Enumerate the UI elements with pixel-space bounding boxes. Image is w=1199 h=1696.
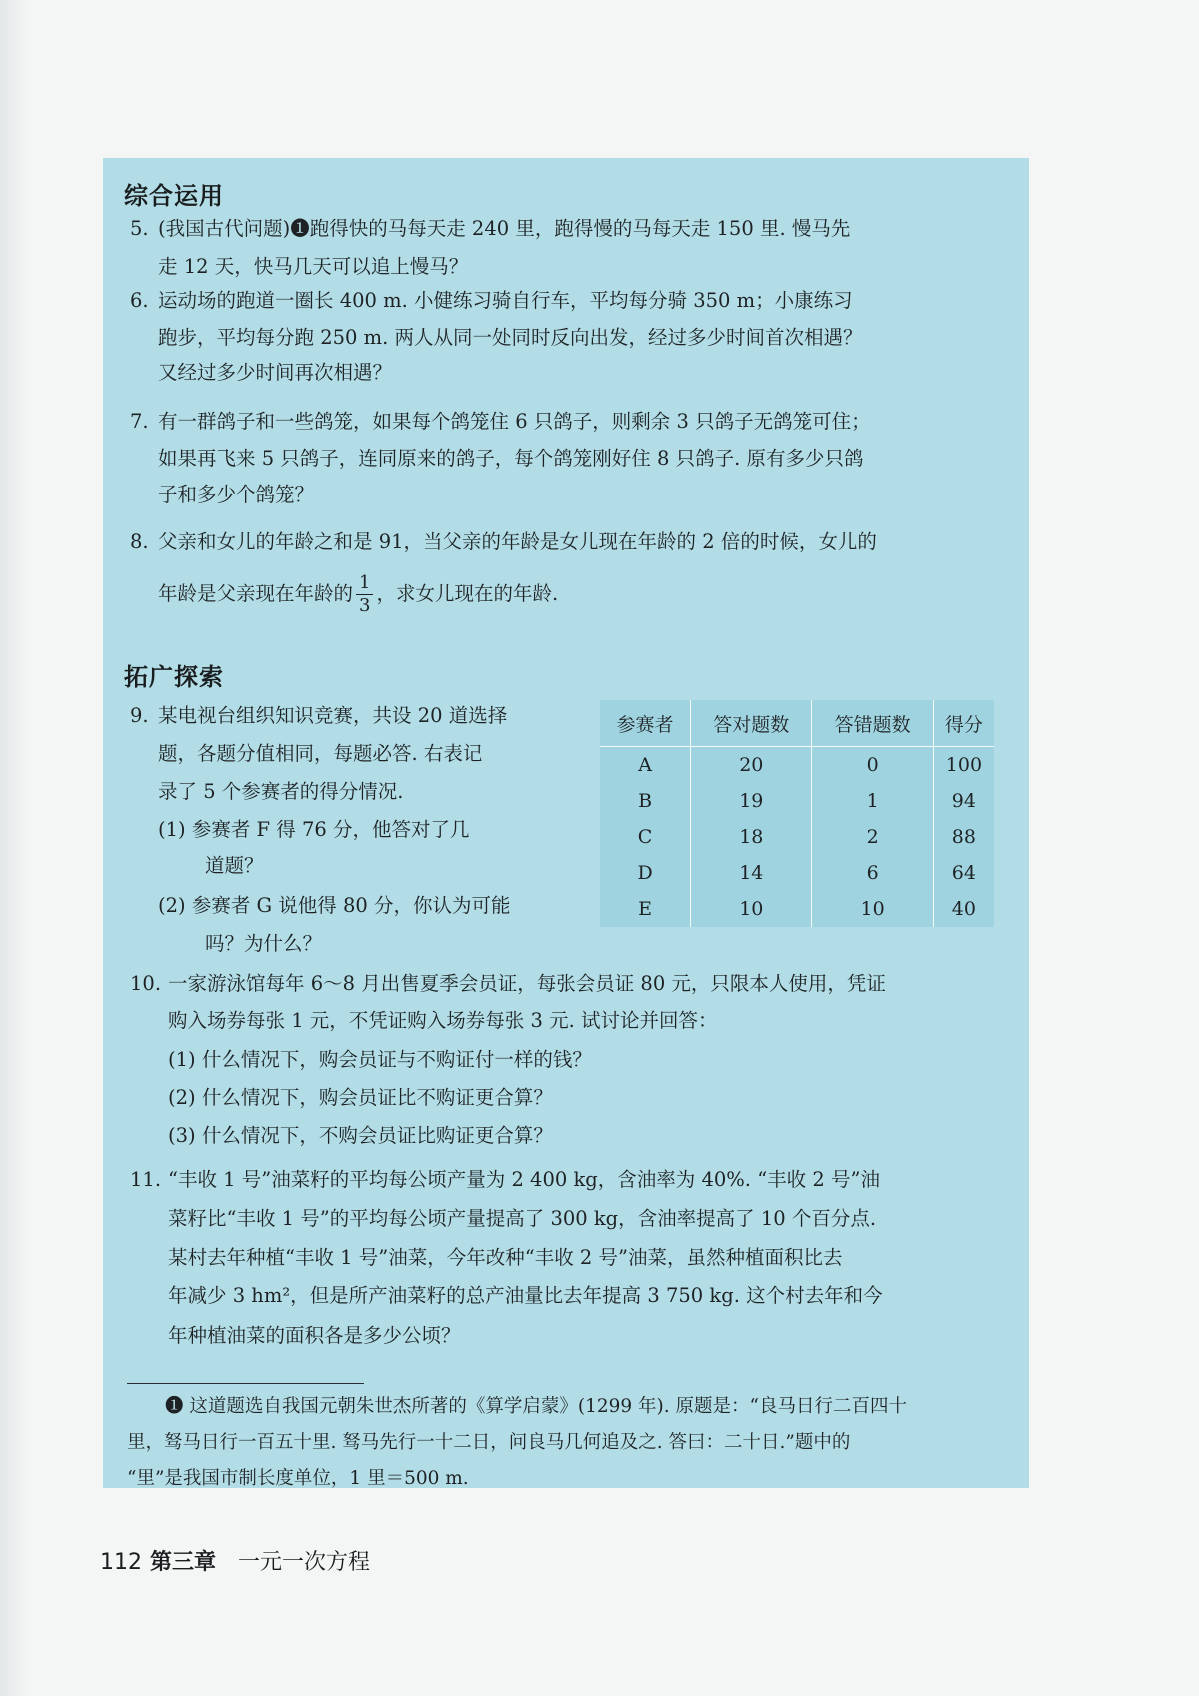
table-row [600,747,994,784]
problem-7-line-1 [130,408,871,436]
problem-number: 8. [130,530,149,553]
table-cell: 20 [691,747,812,784]
table-cell: B [638,790,653,812]
fraction-numerator: 1 [356,574,373,595]
table-cell: 2 [812,819,933,855]
problem-11-line-1 [130,1166,880,1194]
problem-number: 5. [130,217,149,240]
problem-number: 11. [130,1168,162,1191]
problem-9-line-2: 题，各题分值相同，每题必答. 右表记 [158,742,483,765]
section-heading-comprehensive: 综合运用 [124,182,224,210]
problem-10-line-1 [130,970,886,998]
table-cell: 19 [691,783,812,819]
table-cell: 64 [933,855,994,891]
footnote-rule [127,1383,364,1384]
table-header-cell: 答错题数 [812,700,933,747]
table-cell: A [638,754,652,776]
problem-8-line-1 [130,528,877,556]
chapter-title: 一元一次方程 [238,1550,371,1575]
table-header-cell: 参赛者 [616,713,674,736]
problem-9-line-3: 录了 5 个参赛者的得分情况. [158,780,404,803]
table-cell: 94 [933,783,994,819]
table-cell: 14 [691,855,812,891]
table-header-cell: 得分 [933,700,994,747]
problem-text: (我国古代问题)❶跑得快的马每天走 240 里，跑得慢的马每天走 150 里. 慢马先 [158,217,851,240]
problem-11-line-4: 年减少 3 hm²，但是所产油菜籽的总产油量比去年提高 3 750 kg. 这个村去年和今 [168,1284,883,1307]
problem-text: 一家游泳馆每年 6～8 月出售夏季会员证，每张会员证 80 元，只限本人使用，凭证 [168,972,886,995]
problem-text: 运动场的跑道一圈长 400 m. 小健练习骑自行车，平均每分骑 350 m；小康练习 [158,289,853,312]
problem-10-line-2: 购入场券每张 1 元，不凭证购入场券每张 3 元. 试讨论并回答： [168,1009,718,1032]
table-cell: 100 [933,747,994,784]
table-row [600,891,994,927]
table-cell: 88 [933,819,994,855]
footnote-line-3: “里”是我国市制长度单位，1 里＝500 m. [127,1468,469,1489]
footnote-line-1: ❶ 这道题选自我国元朝朱世杰所著的《算学启蒙》(1299 年). 原题是：“良马日行二百四十 [165,1396,907,1417]
table-cell: E [638,898,652,920]
problem-9-sub-2-line-1: (2) 参赛者 G 说他得 80 分，你认为可能 [158,894,511,917]
problem-number: 7. [130,410,149,433]
table-cell: C [637,826,653,848]
problem-text: 年龄是父亲现在年龄的 [158,582,354,605]
problem-7-line-2: 如果再飞来 5 只鸽子，连同原来的鸽子，每个鸽笼刚好住 8 只鸽子. 原有多少只鸽 [158,447,864,470]
table-row [600,819,994,855]
footnote-line-2: 里，驽马日行一百五十里. 驽马先行一十二日，问良马几何追及之. 答曰：二十日.”题中的 [127,1432,851,1453]
chapter-label: 第三章 [150,1550,217,1575]
problem-text: 有一群鸽子和一些鸽笼，如果每个鸽笼住 6 只鸽子，则剩余 3 只鸽子无鸽笼可住； [158,410,871,433]
problem-5-line-1 [130,215,850,243]
table-cell: 10 [812,891,933,927]
problem-6-line-1 [130,287,853,315]
problem-6-line-3: 又经过多少时间再次相遇？ [158,361,393,384]
problem-7-line-3: 子和多少个鸽笼？ [158,483,315,506]
problem-5-line-2: 走 12 天，快马几天可以追上慢马？ [158,255,469,278]
paper-edge-shade [0,0,30,1696]
problem-11-line-2: 菜籽比“丰收 1 号”的平均每公顷产量提高了 300 kg，含油率提高了 10 个百分点. [168,1207,877,1230]
page-number: 112 [100,1550,142,1575]
page-footer [100,1545,370,1576]
table-cell: 10 [691,891,812,927]
problem-11-line-5: 年种植油菜的面积各是多少公顷？ [168,1324,461,1347]
problem-11-line-3: 某村去年种植“丰收 1 号”油菜，今年改种“丰收 2 号”油菜，虽然种植面积比去 [168,1246,843,1269]
problem-10-sub-2: (2) 什么情况下，购会员证比不购证更合算？ [168,1086,553,1109]
problem-number: 10. [130,972,162,995]
table-row [600,855,994,891]
problem-8-line-2 [158,574,558,615]
table-cell: 40 [933,891,994,927]
fraction-one-third [356,574,373,615]
table-cell: D [637,862,653,884]
problem-9-sub-1-line-2: 道题？ [205,854,264,877]
problem-number: 9. [130,704,149,727]
table-cell: 18 [691,819,812,855]
problem-text: 父亲和女儿的年龄之和是 91，当父亲的年龄是女儿现在年龄的 2 倍的时候，女儿的 [158,530,877,553]
table-cell: 1 [812,783,933,819]
table-row [600,783,994,819]
problem-9-sub-1-line-1: (1) 参赛者 F 得 76 分，他答对了几 [158,818,470,841]
problem-10-sub-3: (3) 什么情况下，不购会员证比购证更合算？ [168,1124,553,1147]
problem-9-line-1 [130,702,507,730]
fraction-denominator: 3 [359,595,371,616]
table-header-cell: 答对题数 [691,700,812,747]
problem-text: “丰收 1 号”油菜籽的平均每公顷产量为 2 400 kg，含油率为 40%. “丰收 2 号”油 [168,1168,880,1191]
problem-number: 6. [130,289,149,312]
table-cell: 0 [812,747,933,784]
section-heading-explore: 拓广探索 [124,663,224,691]
problem-6-line-2: 跑步，平均每分跑 250 m. 两人从同一处同时反向出发，经过多少时间首次相遇？ [158,326,863,349]
problem-10-sub-1: (1) 什么情况下，购会员证与不购证付一样的钱？ [168,1048,592,1071]
score-table [600,700,994,927]
problem-text: ，求女儿现在的年龄. [376,582,559,605]
problem-text: 某电视台组织知识竞赛，共设 20 道选择 [158,704,508,727]
problem-9-sub-2-line-2: 吗？为什么？ [205,932,323,955]
table-cell: 6 [812,855,933,891]
table-header-row [600,700,994,747]
